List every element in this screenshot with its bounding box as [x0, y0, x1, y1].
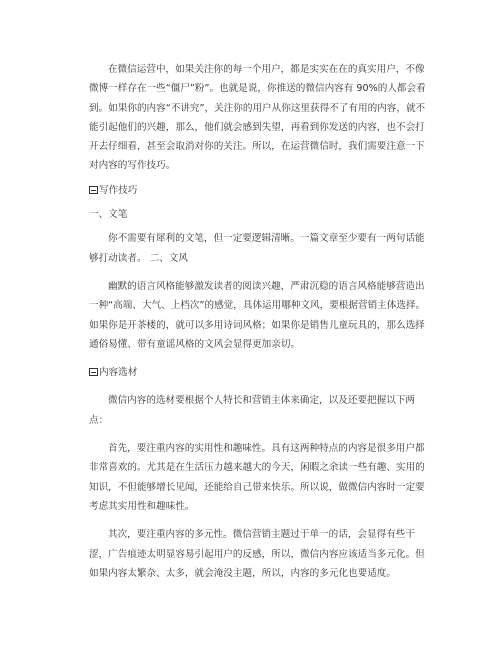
- paragraph-practicality: 首先，要注重内容的实用性和趣味性。具有这两种特点的内容是很多用户都非常喜欢的。尤其是在生活压力越来越大的今天，闲暇之余读一些有趣、实用的知识，不但能够增长见闻，还能给自己带来快乐。所以说，做微信内容时一定要考虑其实用性和趣味性。: [89, 443, 425, 512]
- section-heading-content-selection: 内容选材: [89, 363, 434, 382]
- missing-glyph-icon: [89, 186, 98, 194]
- section-heading-writing-tips: 写作技巧: [89, 181, 434, 200]
- intro-paragraph: 在微信运营中，如果关注你的每一个用户，都是实实在在的真实用户，不像微博一样存在一些“僵尸”粉”。也就是说，你推送的微信内容有 90%的人都会看到。如果你的内容“不讲究”，关注你的用户从你这里获得不了有用的内容，就不能引起他们的兴趣，那么，他们就会感到失望，再看到你发送的内容，也不会打开去仔细看，甚至会取消对你的关注。所以，在运营微信时，我们需要注意一下对内容的写作技巧。: [89, 64, 426, 172]
- paragraph-selection-intro: 微信内容的选材要根据个人特长和营销主体来确定，以及还要把握以下两点：: [89, 395, 415, 426]
- paragraph-diversity: 其次，要注重内容的多元性。微信营销主题过于单一的话，会显得有些干涩，广告痕迹太明显容易引起用户的反感，所以，微信内容应该适当多元化。但如果内容太繁杂、太多，就会淹没主题，所以，内容的多元化也要适度。: [89, 529, 425, 579]
- document-body: [89, 60, 434, 583]
- paragraph-style: 你不需要有犀利的文笔，但一定要逻辑清晰。一篇文章至少要有一两句话能够打动读者。 二、文风: [89, 233, 425, 264]
- subheading-style: 一、文笔: [89, 209, 128, 221]
- missing-glyph-icon: [89, 368, 98, 376]
- paragraph-tone: 幽默的语言风格能够激发读者的阅读兴趣，严肃沉稳的语言风格能够营造出一种“高端、大气、上档次”的感觉，具体运用哪种文风，要根据营销主体选择。如果你是开茶楼的，就可以多用诗词风格；如果你是销售儿童玩具的，那么选择通俗易懂、带有童谣风格的文风会显得更加亲切。: [89, 280, 426, 350]
